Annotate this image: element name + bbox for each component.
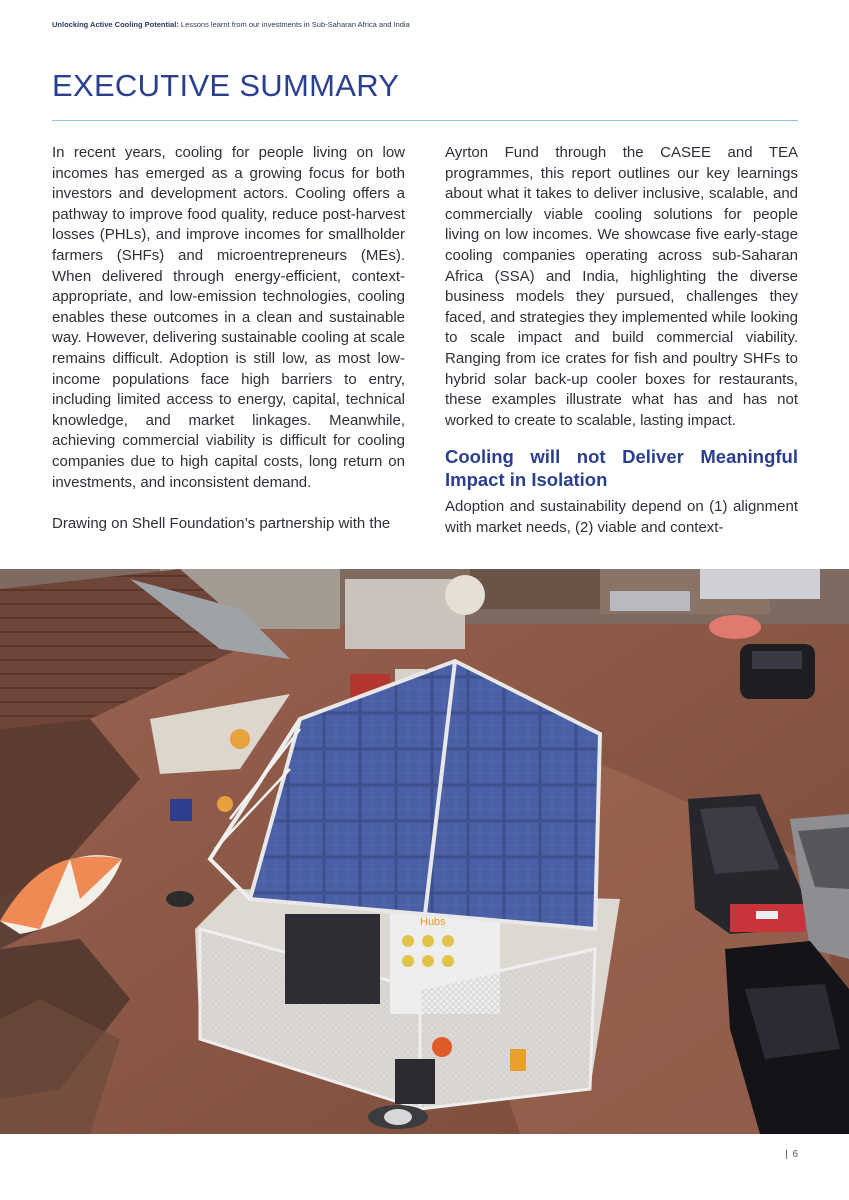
cooling-unit: [285, 914, 380, 1004]
adoption-paragraph: Adoption and sustainability depend on (1) alignment with market needs, (2) viable and context-: [445, 498, 798, 536]
page-number: | 6: [785, 1149, 799, 1160]
right-column: [445, 143, 798, 539]
left-column: [52, 143, 405, 534]
intro-paragraph: In recent years, cooling for people living on low incomes has emerged as a growing focus for both investors and development actors. Cooling offers a pathway to improve food quality, reduce post-harvest losses (PHLs), and improve incomes for smallholder farmers (SHFs) and microentrepreneurs (MEs). When delivered through energy-efficient, context-appropriate, and low-emission technologies, cooling enables these outcomes in a clean and sustainable way. However, delivering sustainable cooling at scale remains difficult. Adoption is still low, as most low-income populations face high barriers to entry, including limited access to energy, capital, technical knowledge, and market linkages. Meanwhile, achieving commercial viability is difficult for cooling companies due to high capital costs, long return on investments, and inconsistent demand.: [52, 144, 405, 491]
title-divider: [52, 120, 798, 121]
partnership-paragraph: Drawing on Shell Foundation’s partnership with the: [52, 514, 391, 532]
tyre: [166, 891, 194, 907]
running-header-title: Unlocking Active Cooling Potential:: [52, 20, 179, 29]
page-title: EXECUTIVE SUMMARY: [52, 68, 400, 103]
report-overview-paragraph: Ayrton Fund through the CASEE and TEA programmes, this report outlines our key learnings about what it takes to deliver inclusive, scalable, and commercially viable cooling solutions for people living on low incomes. We showcase five early-stage cooling companies operating across sub-Saharan Africa (SSA) and India, highlighting the diverse business models they pursued, challenges they faced, and strategies they implemented while looking to scale impact and build commercial viability. Ranging from ice crates for fish and poultry SHFs to hybrid solar back-up cooler boxes for restaurants, these examples illustrate what has and has not worked to create to scalable, lasting impact.: [445, 144, 798, 429]
red-umbrella: [709, 615, 761, 639]
photo-illustration: [0, 569, 849, 1134]
white-umbrella: [445, 575, 485, 615]
section-heading: Cooling will not Deliver Meaningful Impact in Isolation: [445, 446, 798, 491]
running-header: [52, 20, 752, 30]
hub-sign-text: Hubs: [420, 916, 446, 928]
black-car-top: [740, 644, 815, 699]
solar-cooling-hub-photo: [0, 569, 849, 1134]
running-header-subtitle: Lessons learnt from our investments in Sub-Saharan Africa and India: [178, 20, 410, 29]
